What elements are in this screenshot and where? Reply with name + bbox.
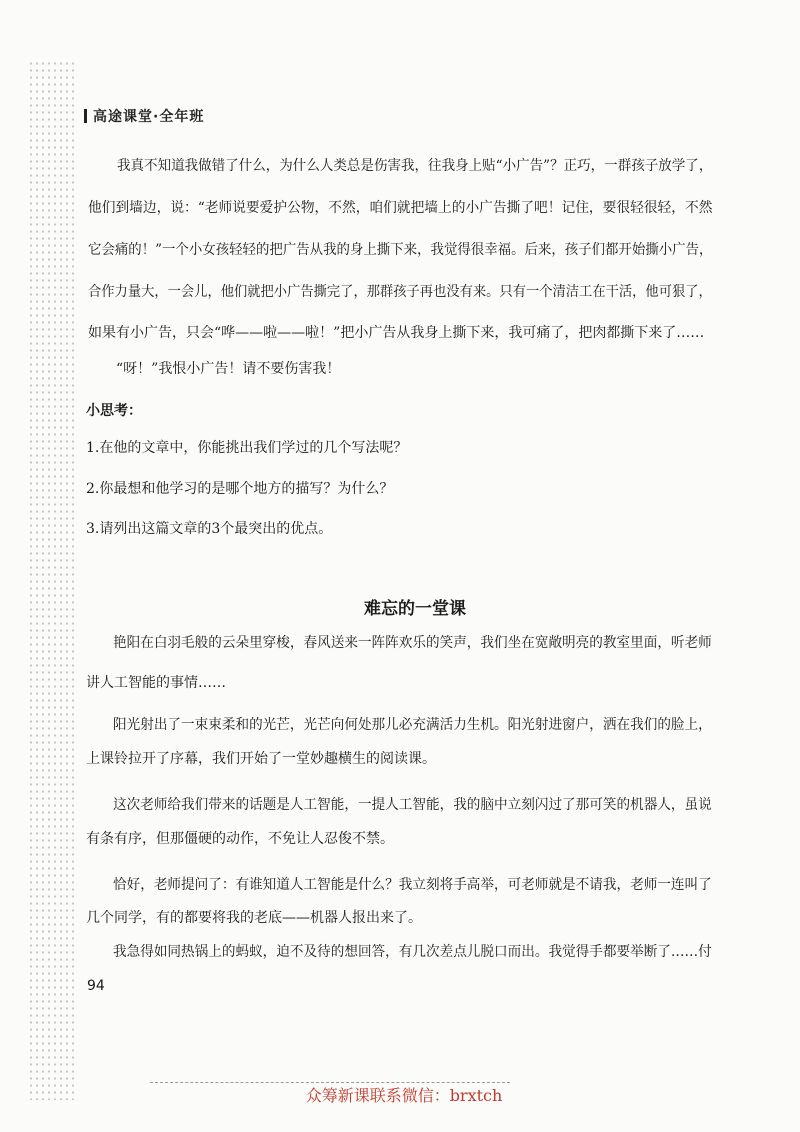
header-text: 高途课堂·全年班 — [93, 109, 205, 125]
essay2-line: 恰好，老师提问了：有谁知道人工智能是什么？我立刻将手高举，可老师就是不请我，老师一连叫了 — [113, 877, 712, 893]
essay2-line: 阳光射出了一束束柔和的光芒，光芒向何处那儿必充满活力生机。阳光射进窗户，洒在我们的脸上， — [113, 717, 712, 733]
thinking-question: 1.在他的文章中，你能挑出我们学过的几个写法呢？ — [86, 440, 408, 456]
essay1-line: 它会痛的！”一个小女孩轻轻的把广告从我的身上撕下来，我觉得很幸福。后来，孩子们都开始撕小广告， — [88, 242, 713, 258]
thinking-heading: 小思考： — [86, 403, 142, 419]
page-number: 94 — [87, 978, 105, 994]
thinking-question: 3.请列出这篇文章的3个最突出的优点。 — [86, 521, 333, 537]
essay1-line: 合作力量大，一会儿，他们就把小广告撕完了，那群孩子再也没有来。只有一个清洁工在干活，他可狠了， — [88, 284, 712, 300]
essay2-line: 我急得如同热锅上的蚂蚁，迫不及待的想回答，有几次差点儿脱口而出。我觉得手都要举断了……付 — [113, 944, 712, 960]
essay2-line: 几个同学，有的都要将我的老底——机器人报出来了。 — [86, 910, 422, 926]
essay1-line: 我真不知道我做错了什么，为什么人类总是伤害我，往我身上贴“小广告”？正巧，一群孩子放学了， — [117, 158, 713, 174]
watermark-text: 众筹新课联系微信：brxtch — [305, 1086, 503, 1105]
header-bar — [84, 109, 87, 123]
essay1-line: 他们到墙边，说：“老师说要爱护公物，不然，咱们就把墙上的小广告撕了吧！记住，要很轻很轻，不然 — [88, 200, 713, 216]
essay2-line: 有条有序，但那僵硬的动作，不免让人忍俊不禁。 — [86, 831, 394, 847]
essay2-line: 艳阳在白羽毛般的云朵里穿梭，春风送来一阵阵欢乐的笑声，我们坐在宽敞明亮的教室里面，听老师 — [113, 635, 712, 651]
binding-dot-margin — [28, 60, 74, 1100]
essay2-line: 讲人工智能的事情…… — [86, 675, 226, 691]
thinking-question: 2.你最想和他学习的是哪个地方的描写？为什么？ — [86, 481, 394, 497]
essay2-title: 难忘的一堂课 — [364, 599, 466, 619]
essay1-line: 如果有小广告，只会“哗——啦——啦！”把小广告从我身上撕下来，我可痛了，把肉都撕下来了…… — [88, 325, 705, 341]
page-header — [84, 106, 204, 126]
essay2-line: 这次老师给我们带来的话题是人工智能，一提人工智能，我的脑中立刻闪过了那可笑的机器人，虽说 — [113, 797, 712, 813]
essay2-line: 上课铃拉开了序幕，我们开始了一堂妙趣横生的阅读课。 — [86, 751, 436, 767]
essay1-line: “呀！”我恨小广告！请不要伤害我！ — [116, 361, 341, 377]
